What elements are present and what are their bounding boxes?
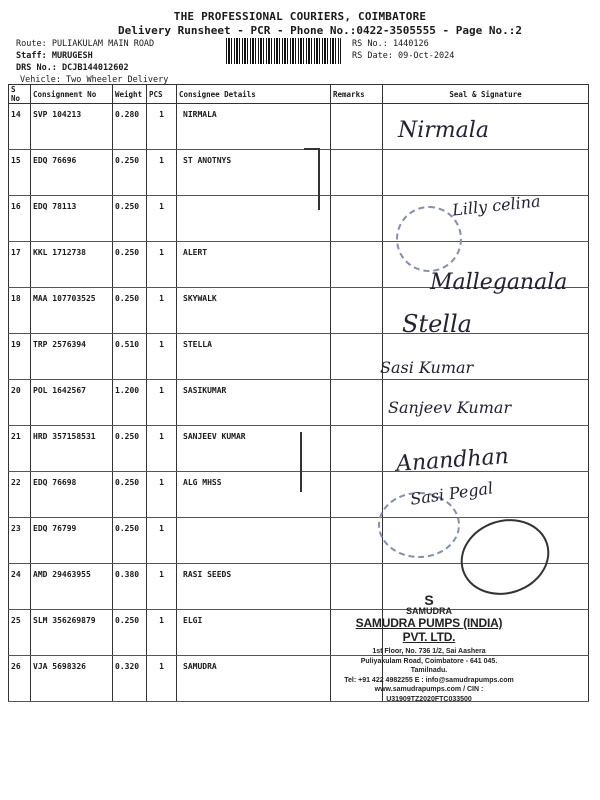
company-stamp [344,594,514,704]
cell-pcs: 1 [147,656,177,702]
stamp-address-3: Tel: +91 422 4982255 E : info@samudrapumps.com [344,676,514,684]
stamp-address-2: Puliyakulam Road, Coimbatore - 641 045. Tamilnadu. [360,657,498,674]
signature-row24: Sasi Pegal [409,478,495,509]
cell-pcs: 1 [147,564,177,610]
cell-remarks [331,472,383,518]
cell-sno: 24 [9,564,31,610]
cell-consignment: EDQ 76698 [31,472,113,518]
bracket-mark [304,148,320,210]
table-row [9,104,589,150]
cell-weight: 0.250 [113,518,147,564]
cell-remarks [331,242,383,288]
col-consignment: Consignment No [31,85,113,104]
signature-row19: Stella [402,310,472,338]
drs-number: DRS No.: DCJB144012602 [16,63,129,73]
stamp-address-4: www.samudrapumps.com / CIN : U31909TZ2020FTC033500 [374,686,484,703]
rs-number: RS No.: 1440126 [352,39,429,49]
cell-consignment: SVP 104213 [31,104,113,150]
cell-sno: 25 [9,610,31,656]
signature-row23: Anandhan [395,444,510,477]
cell-consignee [177,518,331,564]
cell-sno: 23 [9,518,31,564]
meta-left [16,38,168,86]
signature-row20: Sasi Kumar [380,358,474,377]
cell-remarks [331,196,383,242]
stamp-address-1: 1st Floor, No. 736 1/2, Sai Aashera [372,648,486,655]
cell-consignee: SANJEEV KUMAR [177,426,331,472]
cell-consignee: ST ANOTNYS [177,150,331,196]
cell-consignee: ELGI [177,610,331,656]
signature-row18: Malleganala [430,270,568,295]
cell-remarks [331,380,383,426]
barcode [226,38,341,64]
vehicle: Vehicle: Two Wheeler Delivery [20,75,169,85]
cell-pcs: 1 [147,242,177,288]
cell-pcs: 1 [147,288,177,334]
cell-remarks [331,426,383,472]
cell-weight: 0.250 [113,150,147,196]
samudra-logo-icon: S [424,592,434,608]
cell-pcs: 1 [147,472,177,518]
cell-consignment: EDQ 78113 [31,196,113,242]
cell-sno: 19 [9,334,31,380]
cell-pcs: 1 [147,380,177,426]
cell-weight: 0.250 [113,288,147,334]
cell-consignee: SKYWALK [177,288,331,334]
stamp-company: SAMUDRA PUMPS (INDIA) PVT. LTD. [355,616,503,644]
col-weight: Weight [113,85,147,104]
table-row [9,334,589,380]
table-header [9,85,589,104]
cell-weight: 0.250 [113,610,147,656]
cell-consignment: HRD 357158531 [31,426,113,472]
cell-consignee: NIRMALA [177,104,331,150]
cell-sno: 16 [9,196,31,242]
cell-consignee: RASI SEEDS [177,564,331,610]
cell-pcs: 1 [147,426,177,472]
cell-sno: 17 [9,242,31,288]
runsheet-line: Delivery Runsheet - PCR - Phone No.:0422-3505555 - Page No.:2 [118,24,522,37]
cell-remarks [331,288,383,334]
cell-weight: 0.250 [113,472,147,518]
cell-sno: 22 [9,472,31,518]
col-sno: S No [9,85,31,104]
cell-consignment: EDQ 76696 [31,150,113,196]
route: Route: PULIAKULAM MAIN ROAD [16,39,155,49]
stamp-brand: SAMUDRA [406,606,452,616]
cell-consignment: POL 1642567 [31,380,113,426]
cell-weight: 1.200 [113,380,147,426]
signature-row21: Sanjeev Kumar [388,398,512,417]
cell-seal [383,150,589,196]
cell-consignment: KKL 1712738 [31,242,113,288]
cell-consignee: ALERT [177,242,331,288]
company-title: THE PROFESSIONAL COURIERS, COIMBATORE [173,10,427,23]
cell-weight: 0.250 [113,242,147,288]
signature-row14: Nirmala [398,118,489,143]
cell-weight: 0.250 [113,426,147,472]
cell-weight: 0.320 [113,656,147,702]
cell-weight: 0.250 [113,196,147,242]
bracket-mark-2 [290,432,302,492]
cell-sno: 18 [9,288,31,334]
cell-consignment: MAA 107703525 [31,288,113,334]
col-pcs: PCS [147,85,177,104]
cell-remarks [331,518,383,564]
cell-pcs: 1 [147,104,177,150]
cell-pcs: 1 [147,518,177,564]
cell-pcs: 1 [147,610,177,656]
cell-sno: 21 [9,426,31,472]
cell-consignee: SAMUDRA [177,656,331,702]
cell-consignment: AMD 29463955 [31,564,113,610]
cell-consignment: TRP 2576394 [31,334,113,380]
cell-consignment: SLM 356269879 [31,610,113,656]
staff: Staff: MURUGESH [16,51,93,61]
table-row [9,150,589,196]
cell-pcs: 1 [147,334,177,380]
cell-weight: 0.380 [113,564,147,610]
cell-sno: 20 [9,380,31,426]
cell-remarks [331,104,383,150]
rs-date: RS Date: 09-Oct-2024 [352,51,455,61]
cell-weight: 0.510 [113,334,147,380]
col-remarks: Remarks [331,85,383,104]
col-seal-signature: Seal & Signature [383,85,589,104]
cell-consignment: VJA 5698326 [31,656,113,702]
signature-row17: Lilly celina [451,191,542,220]
cell-remarks [331,150,383,196]
cell-consignment: EDQ 76799 [31,518,113,564]
seal-alert [396,206,462,272]
cell-consignee: SASIKUMAR [177,380,331,426]
cell-sno: 14 [9,104,31,150]
cell-sno: 26 [9,656,31,702]
cell-consignee: ALG MHSS [177,472,331,518]
cell-sno: 15 [9,150,31,196]
cell-pcs: 1 [147,196,177,242]
cell-remarks [331,334,383,380]
cell-consignee: STELLA [177,334,331,380]
col-consignee: Consignee Details [177,85,331,104]
cell-weight: 0.280 [113,104,147,150]
cell-pcs: 1 [147,150,177,196]
meta-right [352,38,454,62]
